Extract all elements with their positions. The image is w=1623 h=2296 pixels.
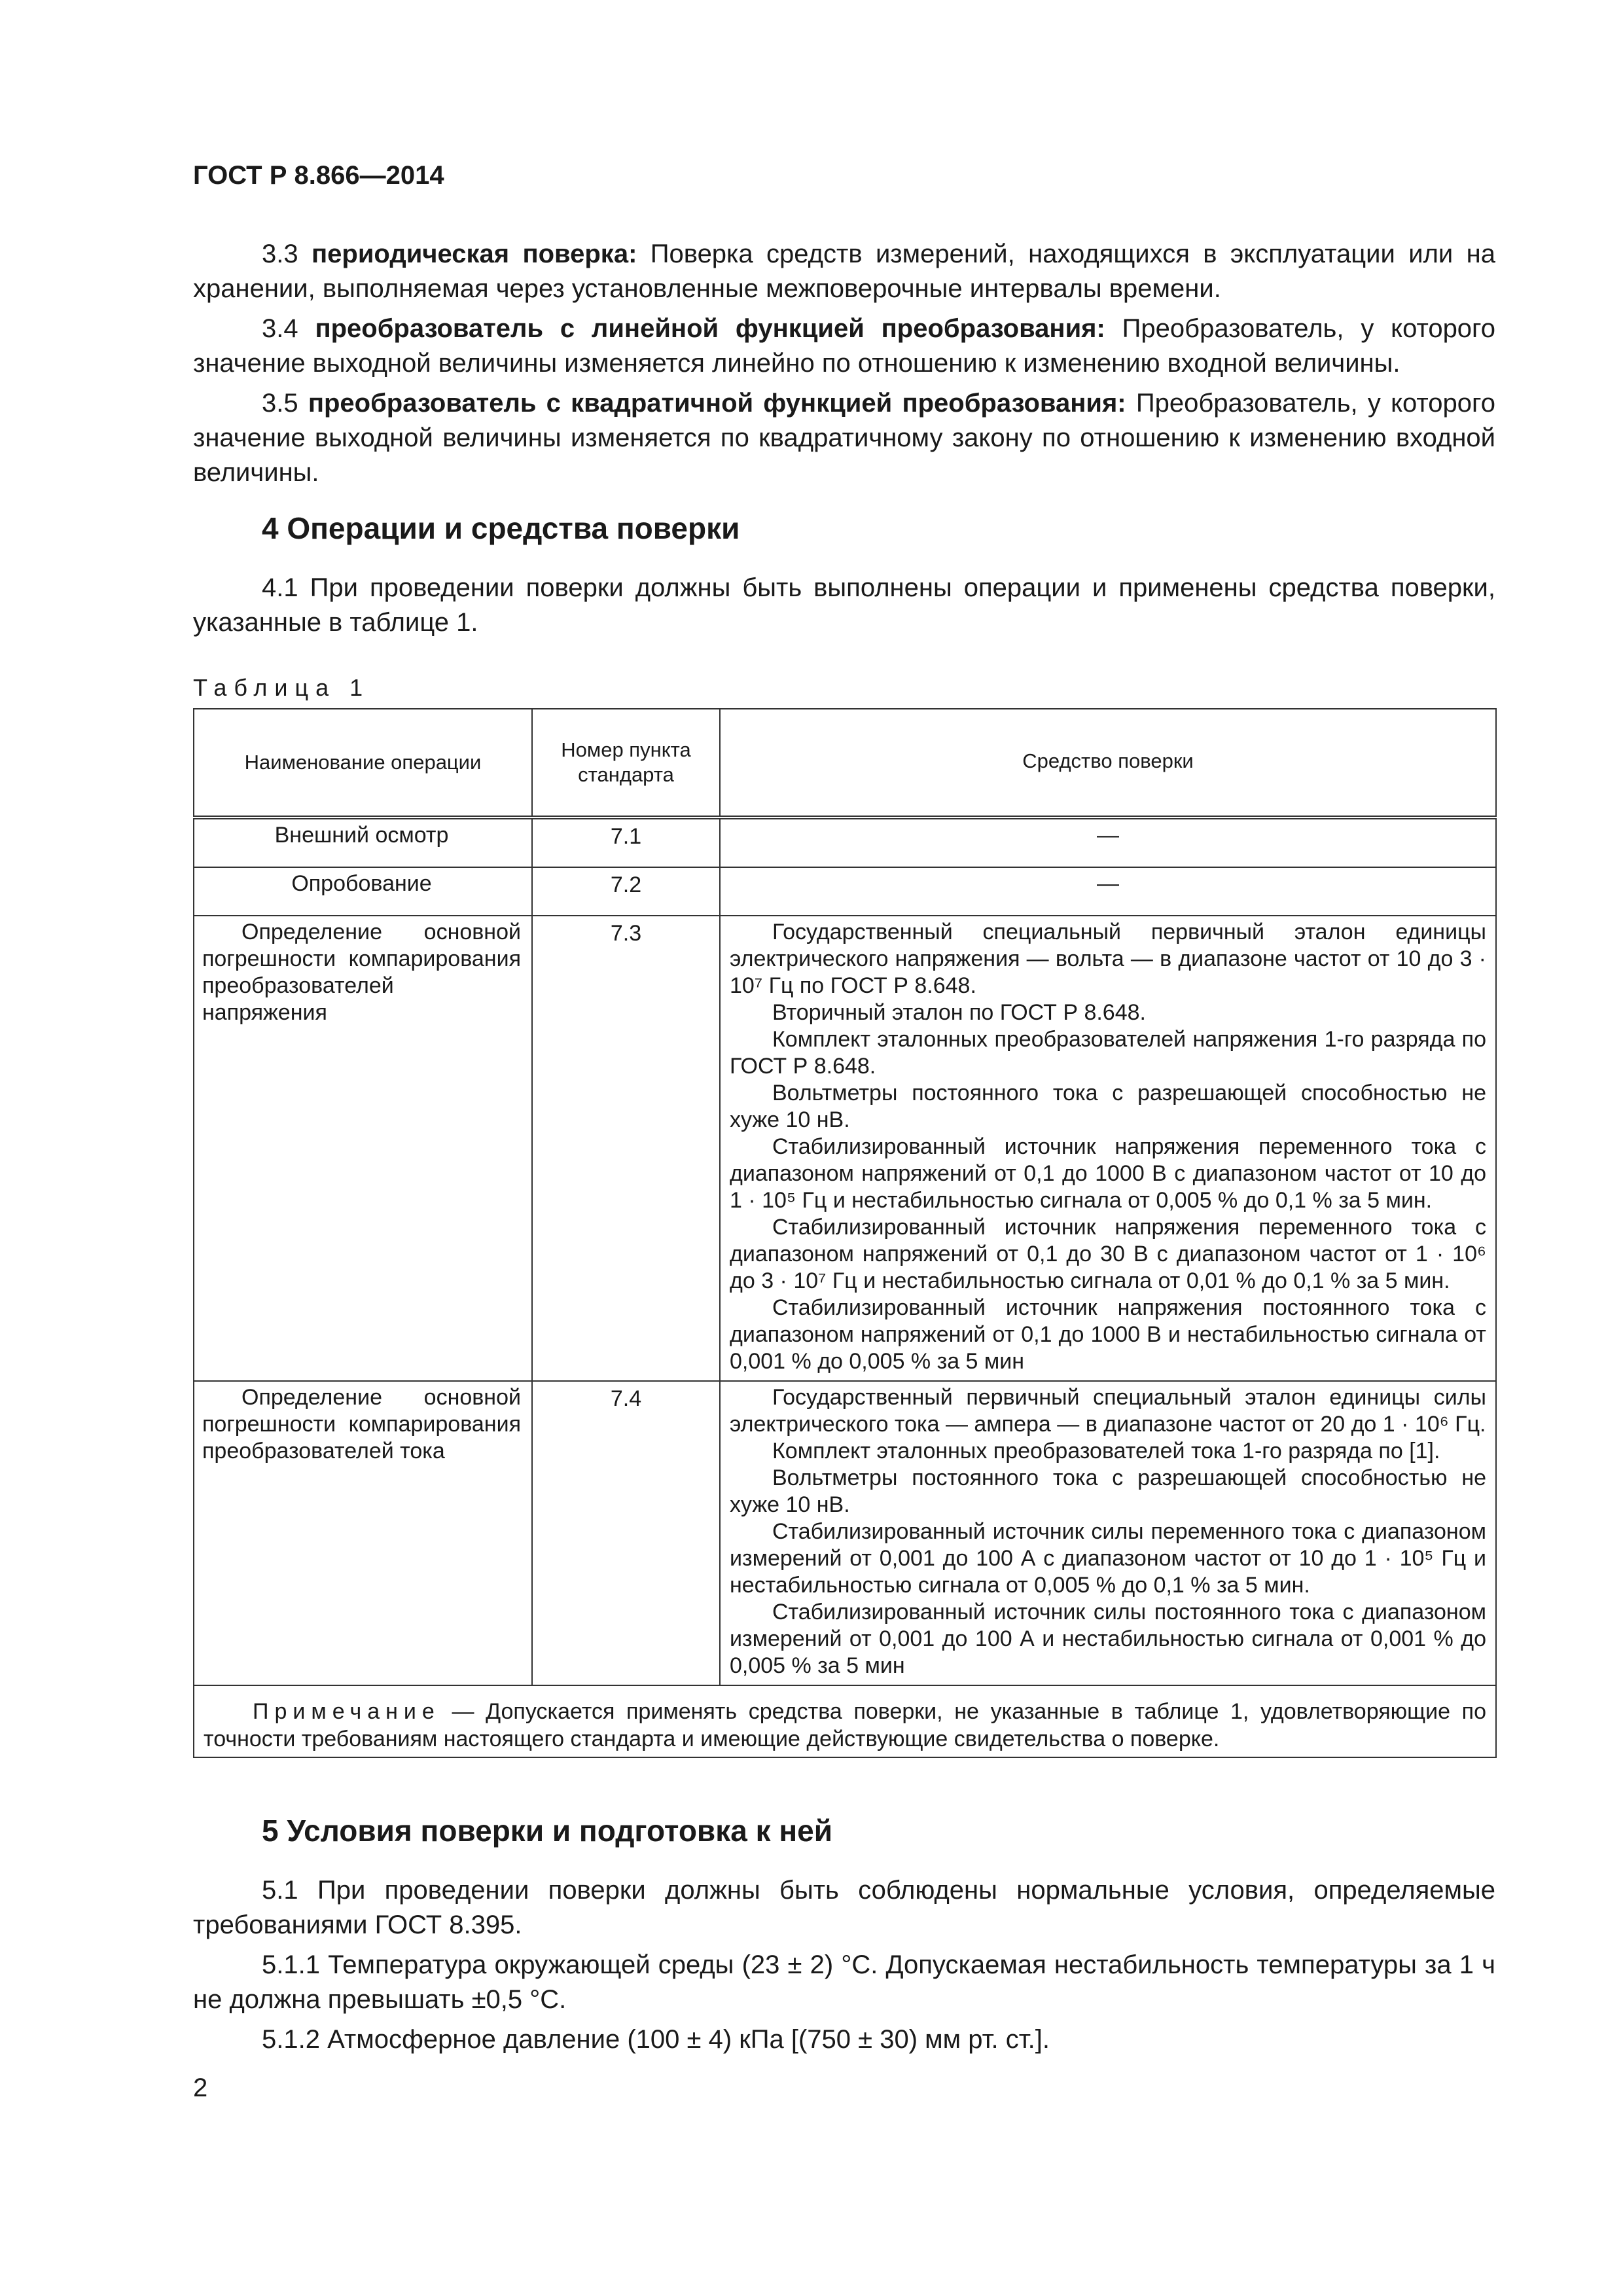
section-5-heading: 5 Условия поверки и подготовка к ней bbox=[262, 1814, 833, 1848]
means-item: Вольтметры постоянного тока с разрешающей способностью не хуже 10 нВ. bbox=[730, 1081, 1486, 1132]
table-row bbox=[194, 916, 1496, 1381]
means-item: Стабилизированный источник напряжения постоянного тока с диапазоном напряжений от 0,1 до 1000 В и нестабильностью сигнала от 0,001 % до 0,005 % за 5 мин bbox=[730, 1295, 1486, 1374]
means-item: Стабилизированный источник напряжения переменного тока с диапазоном напряжений от 0,1 до 1000 В с диапазоном частот от 10 до 1 · 10⁵ Гц и нестабильностью сигнала от 0,005 % до 0,1 % за 5 мин. bbox=[730, 1134, 1486, 1213]
means-cell: — bbox=[720, 817, 1496, 867]
paragraph-5-1: 5.1 При проведении поверки должны быть соблюдены нормальные условия, определяемые требованиями ГОСТ 8.395. bbox=[193, 1876, 1495, 1939]
means-cell: — bbox=[720, 867, 1496, 916]
table-row bbox=[194, 867, 1496, 916]
means-item: Комплект эталонных преобразователей тока 1-го разряда по [1]. bbox=[772, 1439, 1440, 1463]
definitions-block bbox=[193, 237, 1495, 495]
clause-cell: 7.2 bbox=[532, 867, 720, 916]
section-4-heading: 4 Операции и средства поверки bbox=[262, 511, 740, 545]
table-row bbox=[194, 1381, 1496, 1685]
section-5-text bbox=[193, 1873, 1495, 2062]
page-number: 2 bbox=[193, 2073, 208, 2102]
table-note-row bbox=[194, 1685, 1496, 1757]
table-caption: Таблица 1 bbox=[193, 674, 370, 701]
note-label: Примечание bbox=[253, 1699, 440, 1724]
definition-3-5: 3.5 преобразователь с квадратичной функцией преобразования: Преобразователь, у которого значение выходной величины изменяется по квадратичному закону по отношению к изменению входной величины. bbox=[193, 389, 1495, 487]
header-means: Средство поверки bbox=[720, 709, 1496, 817]
means-item: Вторичный эталон по ГОСТ Р 8.648. bbox=[772, 1000, 1146, 1025]
table-note bbox=[194, 1685, 1496, 1757]
section-4-text bbox=[193, 571, 1495, 645]
means-item: Стабилизированный источник силы переменного тока с диапазоном измерений от 0,001 до 100 А с диапазоном частот от 10 до 1 · 10⁵ Гц и нестабильностью сигнала от 0,005 % до 0,1 % за 5 мин. bbox=[730, 1519, 1486, 1598]
means-item: Стабилизированный источник напряжения переменного тока с диапазоном напряжений от 0,1 до 30 В с диапазоном частот от 1 · 10⁶ до 3 · 10⁷ Гц и нестабильностью сигнала от 0,01 % до 0,1 % за 5 мин. bbox=[730, 1215, 1486, 1293]
paragraph-5-1-1: 5.1.1 Температура окружающей среды (23 ± 2) °С. Допускаемая нестабильность температуры за 1 ч не должна превышать ±0,5 °С. bbox=[193, 1950, 1495, 2014]
definition-3-4: 3.4 преобразователь с линейной функцией преобразования: Преобразователь, у которого значение выходной величины изменяется линейно по отношению к изменению входной величины. bbox=[193, 314, 1496, 378]
means-cell bbox=[720, 1381, 1496, 1685]
clause-cell: 7.1 bbox=[532, 817, 720, 867]
operation-cell: Определение основной погрешности компарирования преобразователей тока bbox=[194, 1381, 532, 1685]
means-item: Государственный первичный специальный эталон единицы силы электрического тока — ампера — в диапазоне частот от 20 до 1 · 10⁶ Гц. bbox=[730, 1385, 1486, 1437]
means-item: Комплект эталонных преобразователей напряжения 1-го разряда по ГОСТ Р 8.648. bbox=[730, 1027, 1486, 1079]
header-clause-number: Номер пункта стандарта bbox=[532, 709, 720, 817]
means-item: Государственный специальный первичный эталон единицы электрического напряжения — вольта — в диапазоне частот от 10 до 3 · 10⁷ Гц по ГОСТ Р 8.648. bbox=[730, 920, 1486, 998]
note-text: — Допускается применять средства поверки, не указанные в таблице 1, удовлетворяющие по точности требованиям настоящего стандарта и имеющие действующие свидетельства о поверке. bbox=[204, 1699, 1486, 1751]
means-item: Стабилизированный источник силы постоянного тока с диапазоном измерений от 0,001 до 100 А и нестабильностью сигнала от 0,001 % до 0,005 % за 5 мин bbox=[730, 1600, 1486, 1678]
paragraph-4-1: 4.1 При проведении поверки должны быть выполнены операции и применены средства поверки, указанные в таблице 1. bbox=[193, 573, 1495, 637]
verification-table bbox=[193, 708, 1497, 1758]
means-cell bbox=[720, 916, 1496, 1381]
table-header-row bbox=[194, 709, 1496, 817]
means-item: Вольтметры постоянного тока с разрешающей способностью не хуже 10 нВ. bbox=[730, 1465, 1486, 1517]
table-row bbox=[194, 817, 1496, 867]
paragraph-5-1-2: 5.1.2 Атмосферное давление (100 ± 4) кПа [(750 ± 30) мм рт. ст.]. bbox=[262, 2025, 1050, 2054]
definition-3-3: 3.3 периодическая поверка: Поверка средств измерений, находящихся в эксплуатации или на хранении, выполняемая через установленные межповерочные интервалы времени. bbox=[193, 240, 1495, 303]
document-header: ГОСТ Р 8.866—2014 bbox=[193, 161, 444, 190]
operation-cell: Внешний осмотр bbox=[194, 817, 532, 867]
header-operation: Наименование операции bbox=[194, 709, 532, 817]
operation-cell: Определение основной погрешности компарирования преобразователей напряжения bbox=[194, 916, 532, 1381]
clause-cell: 7.3 bbox=[532, 916, 720, 1381]
clause-cell: 7.4 bbox=[532, 1381, 720, 1685]
operation-cell: Опробование bbox=[194, 867, 532, 916]
